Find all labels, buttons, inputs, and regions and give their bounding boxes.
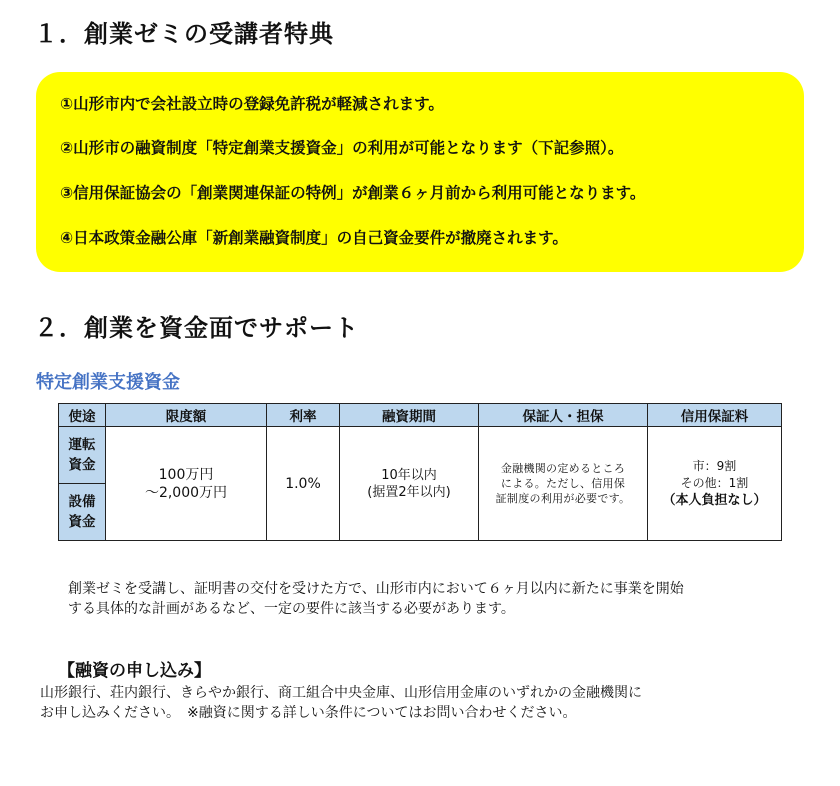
application-heading: 【融資の申し込み】 xyxy=(58,661,211,681)
usage-operating-line1: 運転 xyxy=(68,437,96,453)
header-guarantor: 保証人・担保 xyxy=(479,404,648,427)
benefit-1: ①山形市内で会社設立時の登録免許税が軽減されます。 xyxy=(60,95,444,113)
usage-operating xyxy=(59,427,106,484)
limit-line2: ～2,000万円 xyxy=(144,484,228,501)
period-cell xyxy=(340,427,479,541)
benefit-2: ②山形市の融資制度「特定創業支援資金」の利用が可能となります（下記参照）。 xyxy=(60,139,624,157)
usage-equipment xyxy=(59,484,106,541)
table-row xyxy=(59,427,782,484)
header-fee: 信用保証料 xyxy=(648,404,782,427)
loan-subtitle: 特定創業支援資金 xyxy=(36,372,180,393)
note-line1: 創業ゼミを受講し、証明書の交付を受けた方で、山形市内において６ヶ月以内に新たに事業を開始 xyxy=(68,581,684,597)
fee-cell xyxy=(648,427,782,541)
usage-operating-line2: 資金 xyxy=(68,457,96,473)
fee-line3: （本人負担なし） xyxy=(662,493,767,508)
section1-title: １．創業ゼミの受講者特典 xyxy=(34,20,334,48)
fee-line1: 市：9割 xyxy=(692,459,737,473)
period-line2: (据置2年以内) xyxy=(367,484,451,500)
benefit-3: ③信用保証協会の「創業関連保証の特例」が創業６ヶ月前から利用可能となります。 xyxy=(60,184,646,202)
guarantor-line2: による。ただし、信用保 xyxy=(500,477,626,490)
header-usage: 使途 xyxy=(59,404,106,427)
table-header-row xyxy=(59,404,782,427)
header-period: 融資期間 xyxy=(340,404,479,427)
period-line1: 10年以内 xyxy=(381,467,437,483)
usage-equipment-line1: 設備 xyxy=(68,494,96,510)
limit-cell xyxy=(106,427,267,541)
fee-line2: その他：1割 xyxy=(680,476,749,490)
usage-equipment-line2: 資金 xyxy=(68,514,96,530)
application-line1: 山形銀行、荘内銀行、きらやか銀行、商工組合中央金庫、山形信用金庫のいずれかの金融機関に xyxy=(40,685,642,701)
header-rate: 利率 xyxy=(267,404,340,427)
benefit-4: ④日本政策金融公庫「新創業融資制度」の自己資金要件が撤廃されます。 xyxy=(60,229,568,247)
note-line2: する具体的な計画があるなど、一定の要件に該当する必要があります。 xyxy=(68,601,515,617)
application-line2: お申し込みください。 ※融資に関する詳しい条件についてはお問い合わせください。 xyxy=(40,705,577,721)
guarantor-line3: 証制度の利用が必要です。 xyxy=(495,492,631,505)
rate-cell: 1.0% xyxy=(267,427,340,541)
loan-table xyxy=(58,403,782,541)
eligibility-note xyxy=(68,579,798,619)
header-limit: 限度額 xyxy=(106,404,267,427)
guarantor-line1: 金融機関の定めるところ xyxy=(500,462,626,475)
application-body xyxy=(40,683,820,723)
guarantor-cell xyxy=(479,427,648,541)
limit-line1: 100万円 xyxy=(158,466,214,483)
section2-title: ２．創業を資金面でサポート xyxy=(34,314,359,342)
